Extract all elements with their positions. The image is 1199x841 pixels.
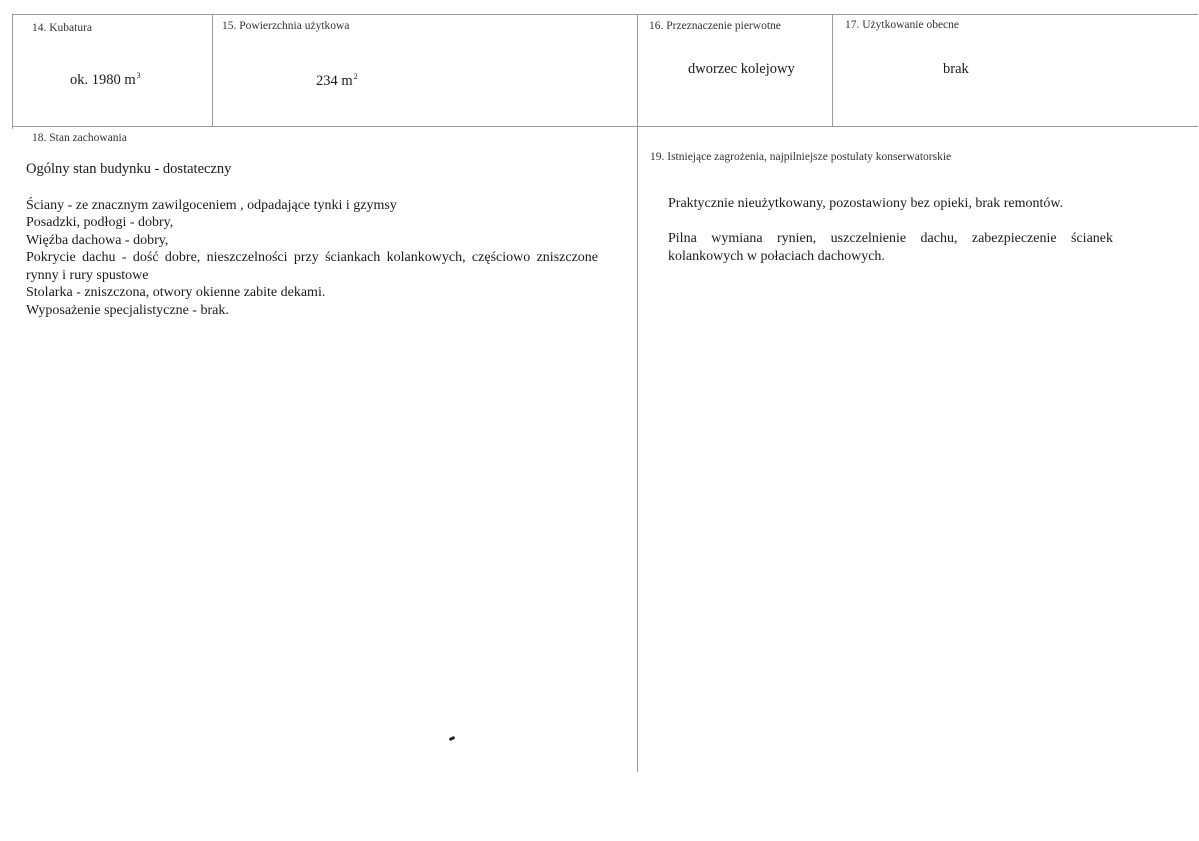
stan-line-roof-truss: Więźba dachowa - dobry, xyxy=(26,232,169,248)
column-divider-left xyxy=(212,14,213,126)
powierzchnia-value xyxy=(316,72,358,90)
kubatura-value xyxy=(70,71,141,89)
stan-zachowania-label: 18. Stan zachowania xyxy=(32,132,127,144)
uzytkowanie-value: brak xyxy=(943,61,969,77)
stan-line-joinery: Stolarka - zniszczona, otwory okienne zabite dekami. xyxy=(26,285,326,300)
kubatura-unit-exponent: 3 xyxy=(136,71,141,80)
przeznaczenie-label: 16. Przeznaczenie pierwotne xyxy=(649,20,781,32)
row-divider xyxy=(12,126,1198,127)
zagrozenia-text xyxy=(668,195,1113,265)
stan-line-floors: Posadzki, podłogi - dobry, xyxy=(26,215,174,230)
stan-line-equipment: Wyposażenie specjalistyczne - brak. xyxy=(26,302,229,318)
column-divider-right xyxy=(832,14,833,126)
left-border xyxy=(12,14,13,129)
stan-line-roofing: Pokrycie dachu - dość dobre, nieszczelności przy ściankach kolankowych, częściowo zniszczone rynny i rury spustowe xyxy=(26,250,598,283)
scan-speck xyxy=(449,736,456,741)
top-border xyxy=(12,14,1198,15)
zagrozenia-label: 19. Istniejące zagrożenia, najpilniejsze postulaty konserwatorskie xyxy=(650,151,952,163)
column-divider-main xyxy=(637,14,638,772)
powierzchnia-number: 234 m xyxy=(316,72,353,89)
uzytkowanie-label: 17. Użytkowanie obecne xyxy=(845,19,960,31)
kubatura-number: ok. 1980 m xyxy=(70,71,136,88)
zagrozenia-paragraph-2: Pilna wymiana rynien, uszczelnienie dachu, zabezpieczenie ścianek kolankowych w połaciach dachowych. xyxy=(668,231,1113,264)
stan-zachowania-text xyxy=(26,161,598,319)
powierzchnia-unit-exponent: 2 xyxy=(353,72,358,81)
stan-line-walls: Ściany - ze znacznym zawilgoceniem , odpadające tynki i gzymsy xyxy=(26,197,397,213)
powierzchnia-label: 15. Powierzchnia użytkowa xyxy=(222,20,350,32)
zagrozenia-paragraph-1: Praktycznie nieużytkowany, pozostawiony bez opieki, brak remontów. xyxy=(668,196,1064,211)
przeznaczenie-value: dworzec kolejowy xyxy=(688,61,795,77)
kubatura-label: 14. Kubatura xyxy=(32,22,93,34)
stan-heading: Ogólny stan budynku - dostateczny xyxy=(26,161,232,177)
